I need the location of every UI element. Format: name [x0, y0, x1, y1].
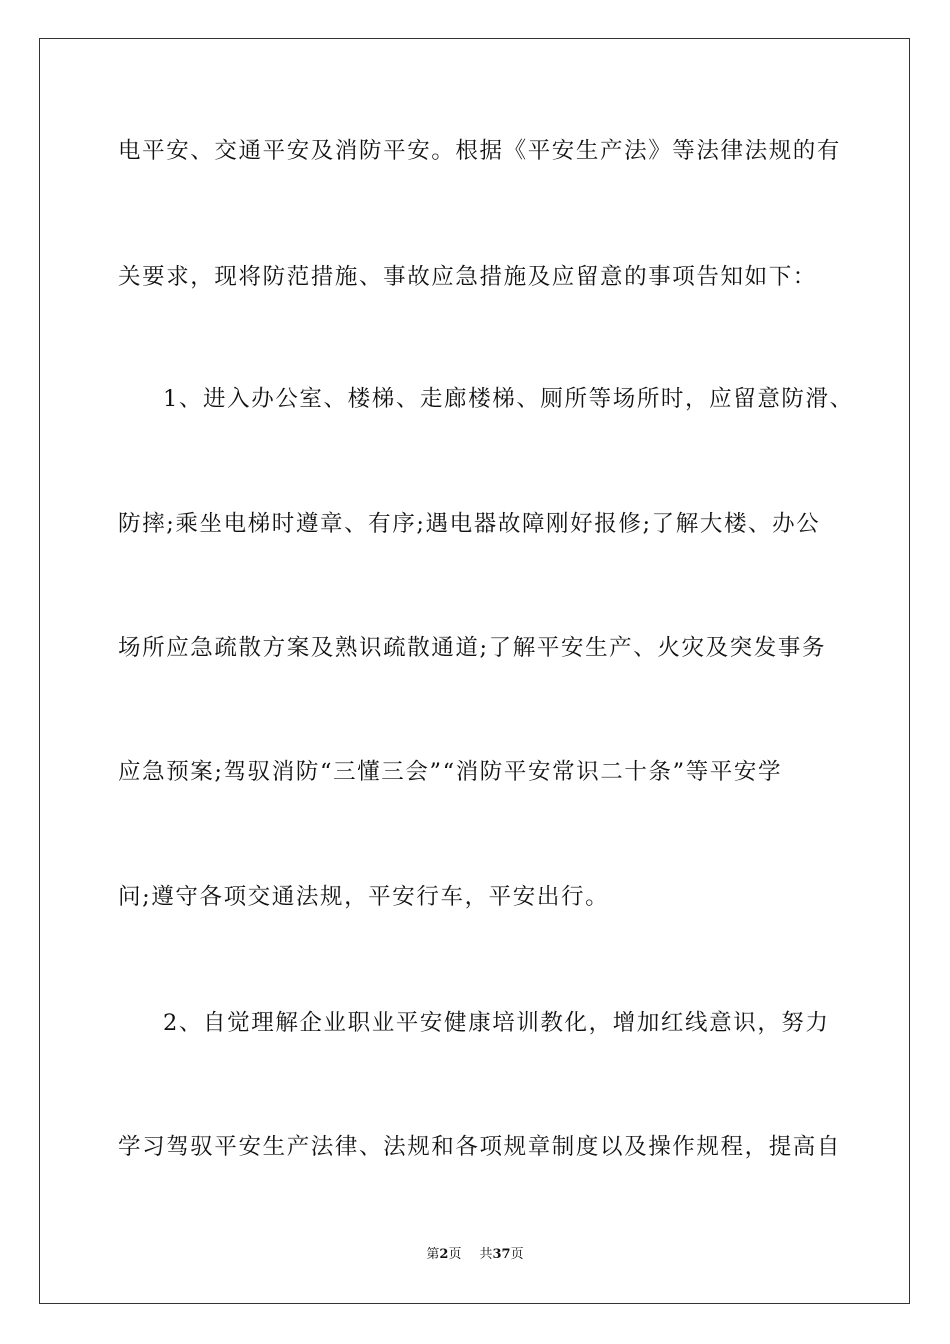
page-number: 2: [439, 1247, 449, 1262]
total-prefix: 共: [479, 1247, 493, 1262]
body-text-line: 关要求，现将防范措施、事故应急措施及应留意的事项告知如下：: [118, 264, 817, 290]
page-prefix: 第: [426, 1247, 440, 1262]
body-text-line: 电平安、交通平安及消防平安。根据《平安生产法》等法律法规的有: [118, 138, 842, 164]
body-text-line: 问;遵守各项交通法规，平安行车，平安出行。: [118, 884, 610, 910]
total-pages: 37: [492, 1247, 511, 1262]
page-suffix: 页: [448, 1247, 462, 1262]
page-border: [39, 38, 910, 1304]
paragraph-first-line: 2、自觉理解企业职业平安健康培训教化，增加红线意识，努力: [163, 1010, 830, 1036]
body-text-line: 场所应急疏散方案及熟识疏散通道;了解平安生产、火灾及突发事务: [118, 635, 827, 661]
body-text-line: 学习驾驭平安生产法律、法规和各项规章制度以及操作规程，提高自: [118, 1134, 842, 1160]
body-text-line: 应急预案;驾驭消防“三懂三会”“消防平安常识二十条”等平安学: [118, 759, 783, 785]
paragraph-first-line: 1、进入办公室、楼梯、走廊楼梯、厕所等场所时，应留意防滑、: [163, 386, 854, 412]
page-footer: [0, 1246, 950, 1264]
total-suffix: 页: [510, 1247, 524, 1262]
body-text-line: 防摔;乘坐电梯时遵章、有序;遇电器故障刚好报修;了解大楼、办公: [118, 511, 821, 537]
